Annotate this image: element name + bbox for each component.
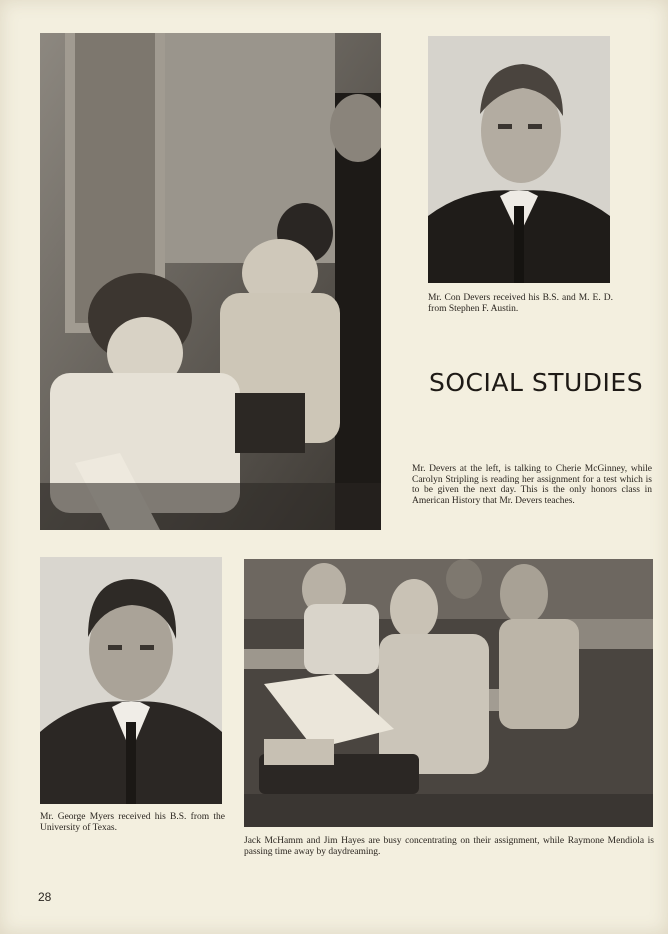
devers-portrait-image: [428, 36, 610, 283]
page-number: 28: [38, 890, 52, 904]
section-title: SOCIAL STUDIES: [429, 368, 644, 397]
classroom-photo-top: [40, 33, 381, 530]
classroom-top-caption: Mr. Devers at the left, is talking to Cherie McGinney, while Carolyn Stripling is reading her assignment for a test which is to be given the next day. This is the only honors class in American History that Mr. Devers teaches.: [412, 464, 652, 506]
myers-portrait-image: [40, 557, 222, 804]
classroom-bottom-caption: Jack McHamm and Jim Hayes are busy concentrating on their assignment, while Raymone Mendiola is passing time away by daydreaming.: [244, 836, 654, 857]
devers-caption: Mr. Con Devers received his B.S. and M. E. D. from Stephen F. Austin.: [428, 293, 613, 314]
myers-caption: Mr. George Myers received his B.S. from the University of Texas.: [40, 812, 225, 833]
classroom-photo-bottom: [244, 559, 653, 827]
classroom-photo-bottom-image: [244, 559, 653, 827]
devers-portrait: [428, 36, 610, 283]
classroom-photo-top-image: [40, 33, 381, 530]
myers-portrait: [40, 557, 222, 804]
